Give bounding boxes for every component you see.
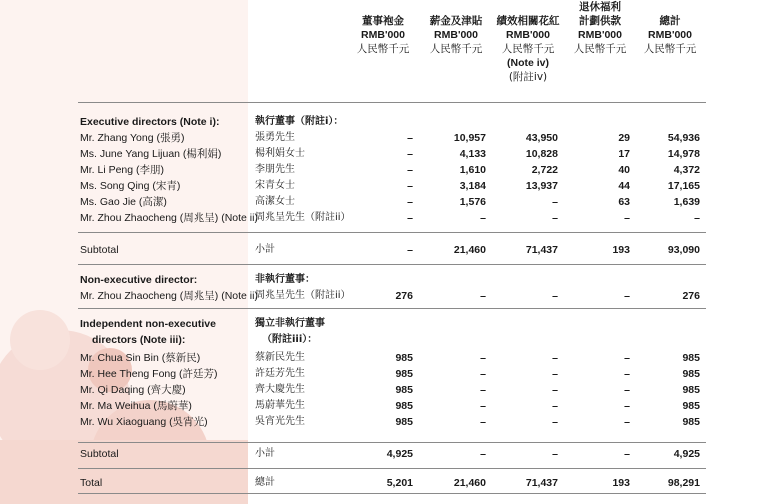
cell-bonus: – (552, 212, 558, 224)
cell-fees: 985 (395, 384, 413, 396)
director-name-cn: 高潔女士 (255, 196, 295, 207)
cell-retirement: – (624, 400, 630, 412)
column-header-line: (Note iv) (507, 57, 549, 69)
director-name-en: Ms. Song Qing (宋青) (80, 180, 181, 192)
exec-subtotal-total: 93,090 (667, 244, 700, 256)
director-name-cn: 李朋先生 (255, 164, 295, 175)
cell-retirement: – (624, 212, 630, 224)
header-divider (78, 102, 706, 103)
cell-retirement: 63 (618, 196, 630, 208)
column-header-line: RMB'000 (578, 29, 622, 41)
nonexec-heading-cn: 非執行董事： (255, 274, 315, 285)
indep-heading-cn-2: （附註iii）： (262, 334, 318, 345)
cell-salaries: 4,133 (459, 148, 486, 160)
cell-retirement: – (624, 290, 630, 302)
director-name-en: Mr. Wu Xiaoguang (吳宵光) (80, 416, 208, 428)
director-name-cn: 張勇先生 (255, 132, 295, 143)
cell-total: 985 (682, 400, 700, 412)
director-name-cn: 馬蔚華先生 (255, 400, 305, 411)
director-name-cn: 宋青女士 (255, 180, 295, 191)
cell-total: 54,936 (667, 132, 700, 144)
cell-bonus: 2,722 (531, 164, 558, 176)
cell-bonus: – (552, 400, 558, 412)
table-row (0, 210, 768, 226)
indep-subtotal-row (0, 446, 768, 462)
total-fees: 5,201 (386, 477, 413, 489)
exec-heading-cn: 執行董事（附註i）： (255, 116, 344, 127)
column-header-line (560, 70, 640, 84)
exec-subtotal-label: Subtotal (80, 244, 119, 256)
indep-heading-row-2 (0, 332, 768, 348)
cell-fees: – (407, 180, 413, 192)
column-header-line: RMB'000 (434, 29, 478, 41)
table-row (0, 366, 768, 382)
director-name-en: Ms. Gao Jie (高潔) (80, 196, 167, 208)
cell-retirement: – (624, 416, 630, 428)
section-divider (78, 264, 706, 265)
column-header-line (416, 56, 496, 70)
column-header-line: 人民幣千元 (429, 43, 483, 55)
indep-subtotal-label-cn: 小計 (255, 448, 275, 459)
cell-salaries: 1,610 (459, 164, 486, 176)
column-header-line: 董事袍金 (362, 15, 404, 27)
cell-fees: – (407, 164, 413, 176)
cell-fees: 985 (395, 400, 413, 412)
cell-total: 985 (682, 368, 700, 380)
cell-fees: 985 (395, 352, 413, 364)
column-header-line: 人民幣千元 (643, 43, 697, 55)
exec-divider (78, 232, 706, 233)
director-name-en: Mr. Ma Weihua (馬蔚華) (80, 400, 192, 412)
total-divider (78, 468, 706, 469)
director-name-en: Ms. June Yang Lijuan (楊利娟) (80, 148, 222, 160)
indep-subtotal-total: 4,925 (673, 448, 700, 460)
cell-salaries: – (480, 416, 486, 428)
cell-fees: – (407, 212, 413, 224)
cell-total: 1,639 (673, 196, 700, 208)
column-header-line (343, 70, 423, 84)
cell-total: – (694, 212, 700, 224)
cell-salaries: 10,957 (453, 132, 486, 144)
director-name-en: Mr. Zhang Yong (張勇) (80, 132, 185, 144)
cell-total: 985 (682, 352, 700, 364)
table-row (0, 382, 768, 398)
director-name-en: Mr. Zhou Zhaocheng (周兆呈) (Note ii) (80, 290, 258, 302)
exec-subtotal-bonus: 71,437 (525, 244, 558, 256)
column-header-line: (附註iv) (508, 71, 548, 83)
cell-bonus: – (552, 368, 558, 380)
column-header (630, 0, 710, 84)
exec-subtotal-row (0, 242, 768, 258)
table-row (0, 398, 768, 414)
director-name-en: Mr. Qi Daqing (齊大慶) (80, 384, 186, 396)
column-header-line: 計劃供款 (579, 15, 621, 27)
column-header-line (416, 0, 496, 14)
cell-salaries: – (480, 400, 486, 412)
column-header (416, 0, 496, 84)
cell-total: 14,978 (667, 148, 700, 160)
cell-salaries: – (480, 212, 486, 224)
cell-total: 985 (682, 384, 700, 396)
total-label: Total (80, 477, 103, 489)
cell-salaries: – (480, 368, 486, 380)
total-total: 98,291 (667, 477, 700, 489)
cell-bonus: 43,950 (525, 132, 558, 144)
indep-subtotal-label: Subtotal (80, 448, 119, 460)
cell-fees: 276 (395, 290, 413, 302)
column-header-line (560, 56, 640, 70)
cell-salaries: 1,576 (459, 196, 486, 208)
column-header (560, 0, 640, 84)
table-row (0, 146, 768, 162)
indep-subtotal-retirement: – (624, 448, 630, 460)
cell-fees: – (407, 196, 413, 208)
director-name-cn: 蔡新民先生 (255, 352, 305, 363)
director-name-en: Mr. Chua Sin Bin (蔡新民) (80, 352, 201, 364)
indep-heading-en: Independent non-executive (80, 318, 216, 330)
exec-subtotal-label-cn: 小計 (255, 244, 275, 255)
table-row (0, 178, 768, 194)
bottom-divider (78, 493, 706, 494)
director-name-en: Mr. Hee Theng Fong (許廷芳) (80, 368, 218, 380)
indep-heading-row (0, 316, 768, 332)
director-name-cn: 周兆呈先生（附註ii） (255, 212, 351, 223)
cell-salaries: – (480, 352, 486, 364)
cell-bonus: – (552, 384, 558, 396)
indep-divider (78, 442, 706, 443)
column-header (343, 0, 423, 84)
cell-salaries: – (480, 290, 486, 302)
cell-fees: – (407, 132, 413, 144)
cell-retirement: 40 (618, 164, 630, 176)
exec-heading-row (0, 114, 768, 130)
cell-bonus: – (552, 196, 558, 208)
column-header-line (630, 0, 710, 14)
total-row (0, 475, 768, 491)
indep-heading-en-2: directors (Note iii): (92, 334, 186, 346)
column-header-line (343, 0, 423, 14)
total-bonus: 71,437 (525, 477, 558, 489)
column-header-line: 退休福利 (579, 1, 621, 13)
cell-total: 4,372 (673, 164, 700, 176)
cell-total: 276 (682, 290, 700, 302)
indep-heading-cn: 獨立非執行董事 (255, 318, 325, 329)
exec-subtotal-retirement: 193 (612, 244, 630, 256)
table-row (0, 162, 768, 178)
indep-subtotal-fees: 4,925 (386, 448, 413, 460)
indep-subtotal-bonus: – (552, 448, 558, 460)
cell-bonus: – (552, 352, 558, 364)
column-header-line: 人民幣千元 (573, 43, 627, 55)
column-header-line: RMB'000 (506, 29, 550, 41)
cell-bonus: 10,828 (525, 148, 558, 160)
cell-retirement: 29 (618, 132, 630, 144)
column-header-line: RMB'000 (361, 29, 405, 41)
director-name-cn: 齊大慶先生 (255, 384, 305, 395)
cell-total: 985 (682, 416, 700, 428)
cell-salaries: – (480, 384, 486, 396)
exec-subtotal-salaries: 21,460 (453, 244, 486, 256)
director-name-en: Mr. Li Peng (李朋) (80, 164, 165, 176)
cell-fees: 985 (395, 416, 413, 428)
nonexec-heading-row (0, 272, 768, 288)
column-header-line (630, 70, 710, 84)
table-row (0, 350, 768, 366)
column-header-line (630, 56, 710, 70)
column-header-line: 總計 (659, 15, 681, 27)
cell-retirement: – (624, 352, 630, 364)
column-header (488, 0, 568, 84)
column-header-line: RMB'000 (648, 29, 692, 41)
column-header-line (488, 0, 568, 14)
table-row (0, 414, 768, 430)
total-retirement: 193 (612, 477, 630, 489)
column-header-line (343, 56, 423, 70)
column-header-line: 人民幣千元 (356, 43, 410, 55)
column-header-line: 績效相關花紅 (496, 15, 560, 27)
table-row (0, 194, 768, 210)
section-divider (78, 308, 706, 309)
director-name-cn: 周兆呈先生（附註ii） (255, 290, 351, 301)
director-name-cn: 吳宵光先生 (255, 416, 305, 427)
cell-bonus: 13,937 (525, 180, 558, 192)
director-name-cn: 許廷芳先生 (255, 368, 305, 379)
cell-retirement: 44 (618, 180, 630, 192)
director-name-en: Mr. Zhou Zhaocheng (周兆呈) (Note ii) (80, 212, 258, 224)
director-name-cn: 楊利娟女士 (255, 148, 305, 159)
cell-total: 17,165 (667, 180, 700, 192)
cell-retirement: 17 (618, 148, 630, 160)
cell-salaries: 3,184 (459, 180, 486, 192)
cell-bonus: – (552, 290, 558, 302)
exec-heading-en: Executive directors (Note i): (80, 116, 220, 128)
cell-retirement: – (624, 384, 630, 396)
exec-subtotal-fees: – (407, 244, 413, 256)
column-header-line: 人民幣千元 (501, 43, 555, 55)
column-header-line: 薪金及津貼 (429, 15, 483, 27)
cell-bonus: – (552, 416, 558, 428)
cell-fees: 985 (395, 368, 413, 380)
total-label-cn: 總計 (255, 477, 275, 488)
table-row (0, 288, 768, 304)
cell-retirement: – (624, 368, 630, 380)
table-row (0, 130, 768, 146)
column-header-line (416, 70, 496, 84)
total-salaries: 21,460 (453, 477, 486, 489)
cell-fees: – (407, 148, 413, 160)
indep-subtotal-salaries: – (480, 448, 486, 460)
nonexec-heading-en: Non-executive director: (80, 274, 198, 286)
